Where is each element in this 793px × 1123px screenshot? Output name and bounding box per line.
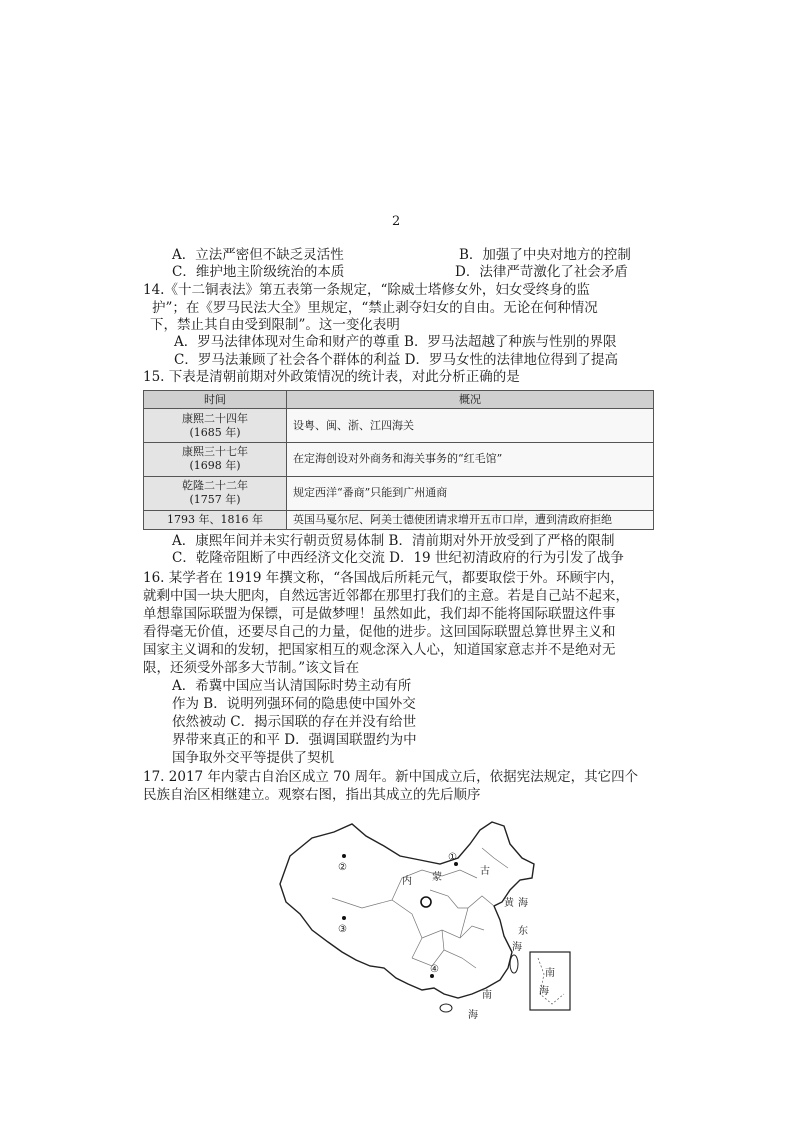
map-inset-nan: 南 xyxy=(545,968,555,979)
q17-stem-line2: 民族自治区相继建立。观察右图，指出其成立的先后顺序 xyxy=(143,787,481,803)
china-map xyxy=(272,818,582,1026)
q17-stem-line1: 17. 2017 年内蒙古自治区成立 70 周年。新中国成立后，依据宪法规定，其它四个 xyxy=(143,769,639,785)
map-label-dong: 东 xyxy=(518,926,528,937)
table-cell-time xyxy=(144,442,287,476)
map-marker-3: ③ xyxy=(338,924,347,935)
time-line: 康熙二十四年 xyxy=(182,411,248,425)
q16-stem-line5: 国家主义调和的发轫，把国家相互的观念深入人心，知道国家意志并不是绝对无 xyxy=(143,642,616,658)
q16-stem-line2: 就剩中国一块大肥肉，自然远害近邻都在那里打我们的主意。若是自己站不起来， xyxy=(143,588,629,604)
map-label-hai3: 海 xyxy=(468,1010,478,1021)
time-line: 康熙三十七年 xyxy=(182,445,248,459)
q15-options-line1: A．康熙年间并未实行朝贡贸易体制 B．清前期对外开放受到了严格的限制 xyxy=(172,533,615,549)
map-label-gu: 古 xyxy=(480,866,490,877)
map-inset-hai: 海 xyxy=(539,986,549,997)
time-line: (1685 年) xyxy=(189,425,241,439)
q16-stem-line4: 看得毫无价值，还要尽自己的力量，促他的进步。这回国际联盟总算世界主义和 xyxy=(143,624,616,640)
q16-options-line2: 作为 B．说明列强环伺的隐患使中国外交 xyxy=(172,696,416,712)
table-header-summary: 概况 xyxy=(287,391,654,409)
q14-stem-line2: 护”；在《罗马民法大全》里规定，“禁止剥夺妇女的自由。无论在何种情况 xyxy=(152,300,598,316)
map-label-meng: 蒙 xyxy=(432,872,442,883)
q16-stem-line1: 16. 某学者在 1919 年撰文称，“各国战后所耗元气，都要取偿于外。环顾宇内， xyxy=(143,570,624,586)
q14-options-line2: C．罗马法兼顾了社会各个群体的利益 D．罗马女性的法律地位得到了提高 xyxy=(174,352,618,368)
table-header-time: 时间 xyxy=(144,391,287,409)
q15-stem: 15. 下表是清朝前期对外政策情况的统计表，对此分析正确的是 xyxy=(143,369,520,385)
q13-option-b: B．加强了中央对地方的控制 xyxy=(459,247,631,263)
table-cell-time xyxy=(144,476,287,510)
q16-options-line5: 国争取外交平等提供了契机 xyxy=(172,750,334,766)
map-marker-1: ① xyxy=(448,852,457,863)
map-label-nei: 内 xyxy=(402,876,412,887)
table-row xyxy=(144,409,654,443)
q16-options-line1: A．希冀中国应当认清国际时势主动有所 xyxy=(172,678,412,694)
q16-options-line4: 界带来真正的和平 D．强调国联盟约为中 xyxy=(172,732,417,748)
table-cell-desc: 英国马戛尔尼、阿美士德使团请求增开五市口岸，遭到清政府拒绝 xyxy=(287,510,654,529)
table-cell-desc: 设粤、闽、浙、江四海关 xyxy=(287,409,654,443)
q14-stem-line3: 下，禁止其自由受到限制”。这一变化表明 xyxy=(150,317,400,333)
table-cell-desc: 在定海创设对外商务和海关事务的“红毛馆” xyxy=(287,442,654,476)
q14-options-line1: A．罗马法律体现对生命和财产的尊重 B．罗马法超越了种族与性别的界限 xyxy=(174,334,617,350)
table-header-row xyxy=(144,391,654,409)
china-map-outline xyxy=(272,818,582,1026)
table-cell-desc: 规定西洋“番商”只能到广州通商 xyxy=(287,476,654,510)
table-row xyxy=(144,476,654,510)
policy-table xyxy=(143,390,654,530)
q13-option-d: D．法律严苛激化了社会矛盾 xyxy=(455,264,628,280)
time-line: 乾隆二十二年 xyxy=(182,479,248,493)
map-marker-2: ② xyxy=(338,862,347,873)
time-line: (1757 年) xyxy=(189,493,241,507)
q16-options-line3: 依然被动 C．揭示国联的存在并没有给世 xyxy=(172,714,417,730)
table-cell-time xyxy=(144,409,287,443)
q16-stem-line6: 限，还须受外部多大节制。”该文旨在 xyxy=(143,660,360,676)
q14-stem-line1: 14.《十二铜表法》第五表第一条规定，“除威士塔修女外，妇女受终身的监 xyxy=(143,282,590,298)
time-line: (1698 年) xyxy=(189,459,241,473)
table-row xyxy=(144,510,654,529)
q13-option-a: A．立法严密但不缺乏灵活性 xyxy=(172,247,344,263)
map-marker-4: ④ xyxy=(430,964,439,975)
page-number: 2 xyxy=(392,214,401,229)
table-cell-time: 1793 年、1816 年 xyxy=(144,510,287,529)
map-label-hai2: 海 xyxy=(512,942,522,953)
q13-option-c: C．维护地主阶级统治的本质 xyxy=(172,264,345,280)
q15-options-line2: C．乾隆帝阻断了中西经济文化交流 D．19 世纪初清政府的行为引发了战争 xyxy=(172,550,624,566)
q16-stem-line3: 单想靠国际联盟为保镖，可是做梦哩！虽然如此，我们却不能将国际联盟这件事 xyxy=(143,606,616,622)
map-label-huang: 黄 xyxy=(504,898,514,909)
map-label-nan: 南 xyxy=(482,990,492,1001)
table-row xyxy=(144,442,654,476)
map-label-hai1: 海 xyxy=(518,898,528,909)
